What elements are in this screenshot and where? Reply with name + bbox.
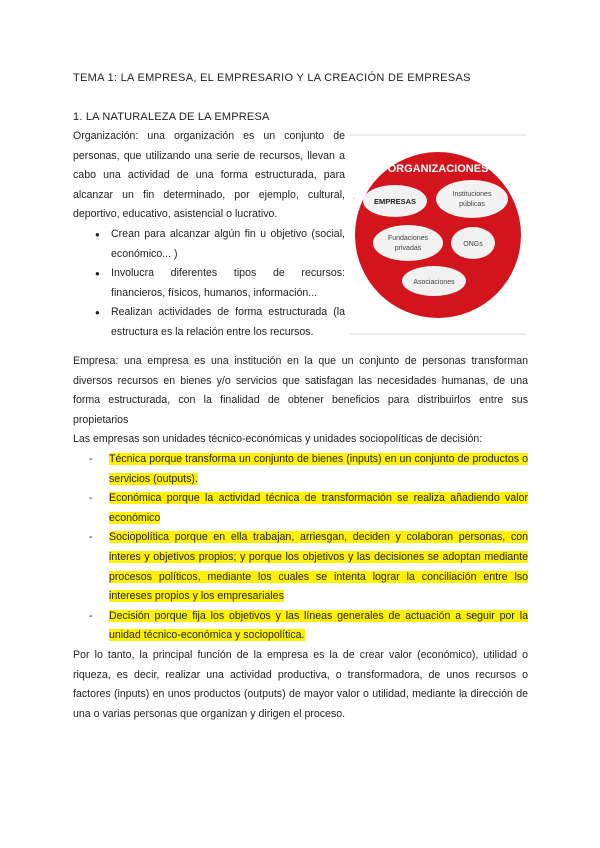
pill-ongs-label: ONGs: [463, 241, 483, 248]
company-definition: Empresa: una empresa es una institución en la que un conjunto de personas transforman diversos recursos en bienes y/o servicios que satisfagan las necesidades humanas, de una forma estructurada, con la finalidad de obtener beneficios para distribuirlos entre sus propietarios: [73, 355, 528, 426]
bullet-item: ● Involucra diferentes tipos de recursos: financieros, físicos, humanos, información...: [95, 264, 345, 303]
unit-item: [89, 607, 528, 646]
company-block: [73, 352, 528, 724]
pill-fundaciones-label-2: privadas: [394, 245, 422, 252]
section-heading: 1. LA NATURALEZA DE LA EMPRESA: [73, 111, 270, 123]
company-conclusion: Por lo tanto, la principal función de la empresa es la de crear valor (económico), utilidad o riqueza, es decir, realizar una actividad productiva, o transformadora, de unos recursos o factores (inputs) en unos productos (outputs) de mayor valor o utilidad, mediante la dirección de una o varias personas que organizan y dirigen el proceso.: [73, 648, 528, 720]
pill-instituciones-label-2: públicas: [459, 201, 485, 208]
document-title: TEMA 1: LA EMPRESA, EL EMPRESARIO Y LA CREACIÓN DE EMPRESAS: [73, 72, 471, 84]
unit-item-text: Técnica porque transforma un conjunto de bienes (inputs) en un conjunto de productos o servicios (outputs).: [109, 452, 528, 485]
unit-item-text: Económica porque la actividad técnica de transformación se realiza añadiendo valor económico: [109, 492, 528, 524]
organization-bullets: [73, 225, 345, 343]
diagram-title: ORGANIZACIONES: [387, 163, 489, 175]
unit-item-text: Decisión porque fija los objetivos y las líneas generales de actuación a seguir por la unidad técnico-económica y sociopolítica.: [109, 609, 528, 642]
unit-item: [89, 489, 528, 528]
pill-empresas-label: EMPRESAS: [373, 197, 417, 206]
pill-asociaciones-label: Asociaciones: [413, 279, 455, 286]
bullet-item: ● Crean para alcanzar algún fin u objetivo (social, económico... ): [95, 225, 345, 264]
organizations-diagram: [350, 132, 526, 336]
pill-instituciones-label-1: Instituciones: [452, 191, 492, 198]
pill-fundaciones: [373, 225, 443, 261]
bullet-item: ● Realizan actividades de forma estructurada (la estructura es la relación entre los recursos.: [95, 303, 345, 342]
organization-definition: Organización: una organización es un conjunto de personas, que utilizando una serie de recursos, llevan a cabo una actividad de una forma estructurada, para alcanzar un fin determinado, por ejemplo, cultural, deportivo, educativo, asistencial o lucrativo.: [73, 130, 345, 221]
unit-item: [89, 528, 528, 606]
pill-instituciones: [436, 180, 508, 218]
unit-item-text: Sociopolítica porque en ella trabajan, arriesgan, deciden y colaboran personas, con interes y objetivos propios; y porque los objetivos y las decisiones se adoptan mediante procesos políticos, mediante los cuales se intenta lograr la conciliación entre lso intereses propios y los empresariales: [109, 531, 528, 603]
diagram-anchor-mark: ·: [353, 195, 356, 202]
company-units-intro: Las empresas son unidades técnico-económicas y unidades sociopolíticas de decisión:: [73, 433, 483, 446]
pill-fundaciones-label-1: Fundaciones: [387, 235, 429, 242]
company-units-list: [73, 450, 528, 646]
organization-block: [73, 127, 345, 343]
unit-item: [89, 450, 528, 489]
